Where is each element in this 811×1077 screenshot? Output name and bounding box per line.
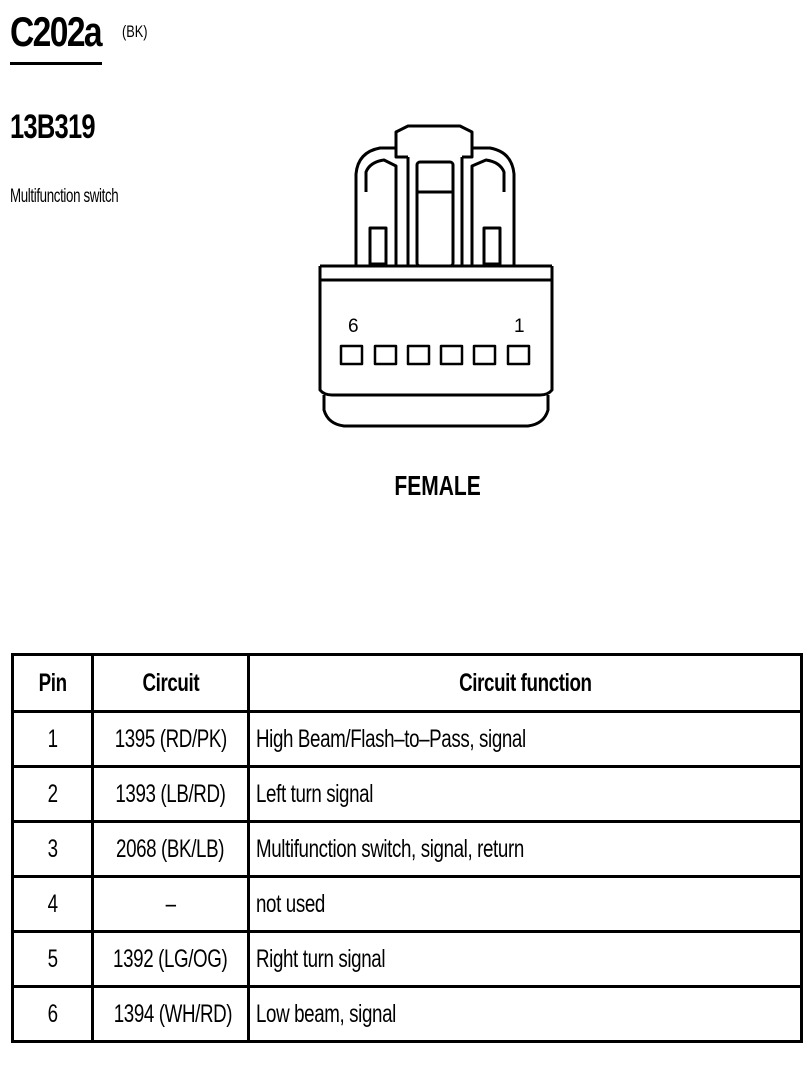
- column-header-circuit-function: Circuit function: [249, 655, 802, 712]
- connector-latch: [396, 126, 472, 266]
- circuit-cell: 1395 (RD/PK): [93, 712, 249, 767]
- pin-cell: 1: [13, 712, 93, 767]
- circuit-cell: 1393 (LB/RD): [93, 767, 249, 822]
- function-cell: High Beam/Flash–to–Pass, signal: [249, 712, 802, 767]
- table-header-row: [13, 655, 802, 712]
- pin-label-right: 1: [514, 316, 525, 337]
- part-description: Multifunction switch: [10, 186, 119, 207]
- pin-table: [11, 653, 803, 1043]
- connector-face-diagram: [300, 110, 580, 440]
- pin-cavity-2: [474, 346, 495, 364]
- pin-cell: 5: [13, 932, 93, 987]
- table-row: [13, 767, 802, 822]
- function-cell: Right turn signal: [249, 932, 802, 987]
- connector-id: C202a: [10, 8, 102, 55]
- pin-cavity-5: [375, 346, 396, 364]
- circuit-cell: 1394 (WH/RD): [93, 987, 249, 1042]
- pin-cell: 2: [13, 767, 93, 822]
- circuit-cell: 1392 (LG/OG): [93, 932, 249, 987]
- table-row: [13, 822, 802, 877]
- function-cell: not used: [249, 877, 802, 932]
- pin-cavity-3: [441, 346, 462, 364]
- circuit-cell: –: [93, 877, 249, 932]
- color-code: (BK): [122, 22, 148, 41]
- pin-cell: 3: [13, 822, 93, 877]
- function-cell: Low beam, signal: [249, 987, 802, 1042]
- connector-id-underline: [10, 62, 102, 65]
- pin-cavity-4: [408, 346, 429, 364]
- function-cell: Multifunction switch, signal, return: [249, 822, 802, 877]
- part-number: 13B319: [10, 108, 95, 146]
- table-row: [13, 877, 802, 932]
- table-row: [13, 987, 802, 1042]
- pin-cavity-1: [508, 346, 529, 364]
- pin-cell: 6: [13, 987, 93, 1042]
- circuit-cell: 2068 (BK/LB): [93, 822, 249, 877]
- pin-cell: 4: [13, 877, 93, 932]
- column-header-pin: Pin: [13, 655, 93, 712]
- pin-label-left: 6: [348, 316, 359, 337]
- pin-cavity-6: [341, 346, 362, 364]
- connector-housing: [320, 148, 552, 426]
- function-cell: Left turn signal: [249, 767, 802, 822]
- table-row: [13, 712, 802, 767]
- connector-gender-label: FEMALE: [394, 470, 481, 501]
- pin-cavities: [341, 346, 529, 364]
- column-header-circuit: Circuit: [93, 655, 249, 712]
- table-row: [13, 932, 802, 987]
